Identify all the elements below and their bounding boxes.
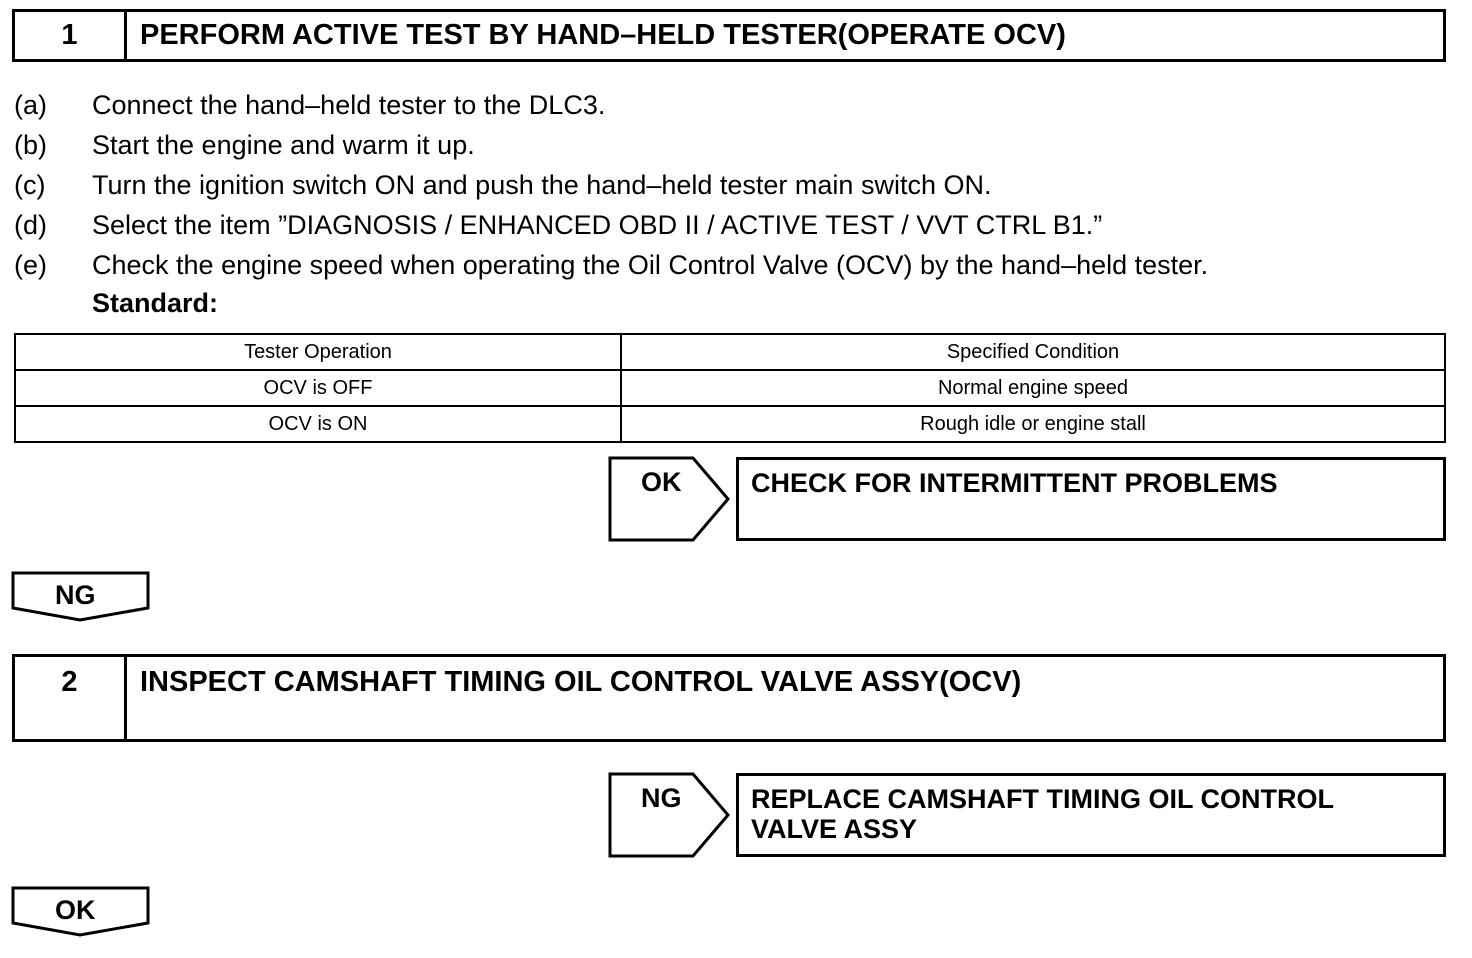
ng-action-text-line-2: VALVE ASSY xyxy=(751,814,918,844)
step-1-title: PERFORM ACTIVE TEST BY HAND–HELD TESTER(OPERATE OCV) xyxy=(140,19,1066,51)
ng-label-1: NG xyxy=(55,580,96,610)
table-row xyxy=(15,370,1445,406)
ok-label-1: OK xyxy=(641,467,682,497)
instruction-text: Connect the hand–held tester to the DLC3. xyxy=(92,90,606,120)
instruction-c xyxy=(14,170,991,201)
instruction-label: (a) xyxy=(14,90,47,120)
ok-label-2: OK xyxy=(55,895,96,925)
ng-action-box-2 xyxy=(736,773,1446,857)
instruction-label: (e) xyxy=(14,250,47,280)
step-1-number: 1 xyxy=(15,12,127,59)
instruction-label: (b) xyxy=(14,130,47,160)
instruction-text: Select the item ”DIAGNOSIS / ENHANCED OBD II / ACTIVE TEST / VVT CTRL B1.” xyxy=(92,210,1103,240)
table-cell: OCV is ON xyxy=(15,406,621,442)
instruction-label: (c) xyxy=(14,170,46,200)
step-2-title: INSPECT CAMSHAFT TIMING OIL CONTROL VALVE ASSY(OCV) xyxy=(140,666,1022,698)
table-cell: Normal engine speed xyxy=(621,370,1445,406)
instruction-e xyxy=(14,250,1208,281)
table-row xyxy=(15,406,1445,442)
step-2-header xyxy=(12,654,1446,742)
table-cell: Rough idle or engine stall xyxy=(621,406,1445,442)
ng-label-2: NG xyxy=(641,783,682,813)
ok-action-text-1: CHECK FOR INTERMITTENT PROBLEMS xyxy=(751,468,1278,498)
table-header-row xyxy=(15,334,1445,370)
instruction-a xyxy=(14,90,605,121)
instruction-text: Check the engine speed when operating the Oil Control Valve (OCV) by the hand–held tester. xyxy=(92,250,1209,280)
instruction-d xyxy=(14,210,1102,241)
instruction-text: Turn the ignition switch ON and push the hand–held tester main switch ON. xyxy=(92,170,992,200)
step-1-header xyxy=(12,9,1446,62)
ok-action-box-1 xyxy=(736,457,1446,541)
instruction-label: (d) xyxy=(14,210,47,240)
table-header-cell: Specified Condition xyxy=(621,334,1445,370)
instruction-text: Start the engine and warm it up. xyxy=(92,130,475,160)
standard-label: Standard: xyxy=(92,288,219,318)
ng-action-text-line-1: REPLACE CAMSHAFT TIMING OIL CONTROL xyxy=(751,784,1334,814)
instruction-b xyxy=(14,130,475,161)
step-2-number: 2 xyxy=(15,657,127,739)
spec-table xyxy=(14,333,1446,443)
table-cell: OCV is OFF xyxy=(15,370,621,406)
table-header-cell: Tester Operation xyxy=(15,334,621,370)
